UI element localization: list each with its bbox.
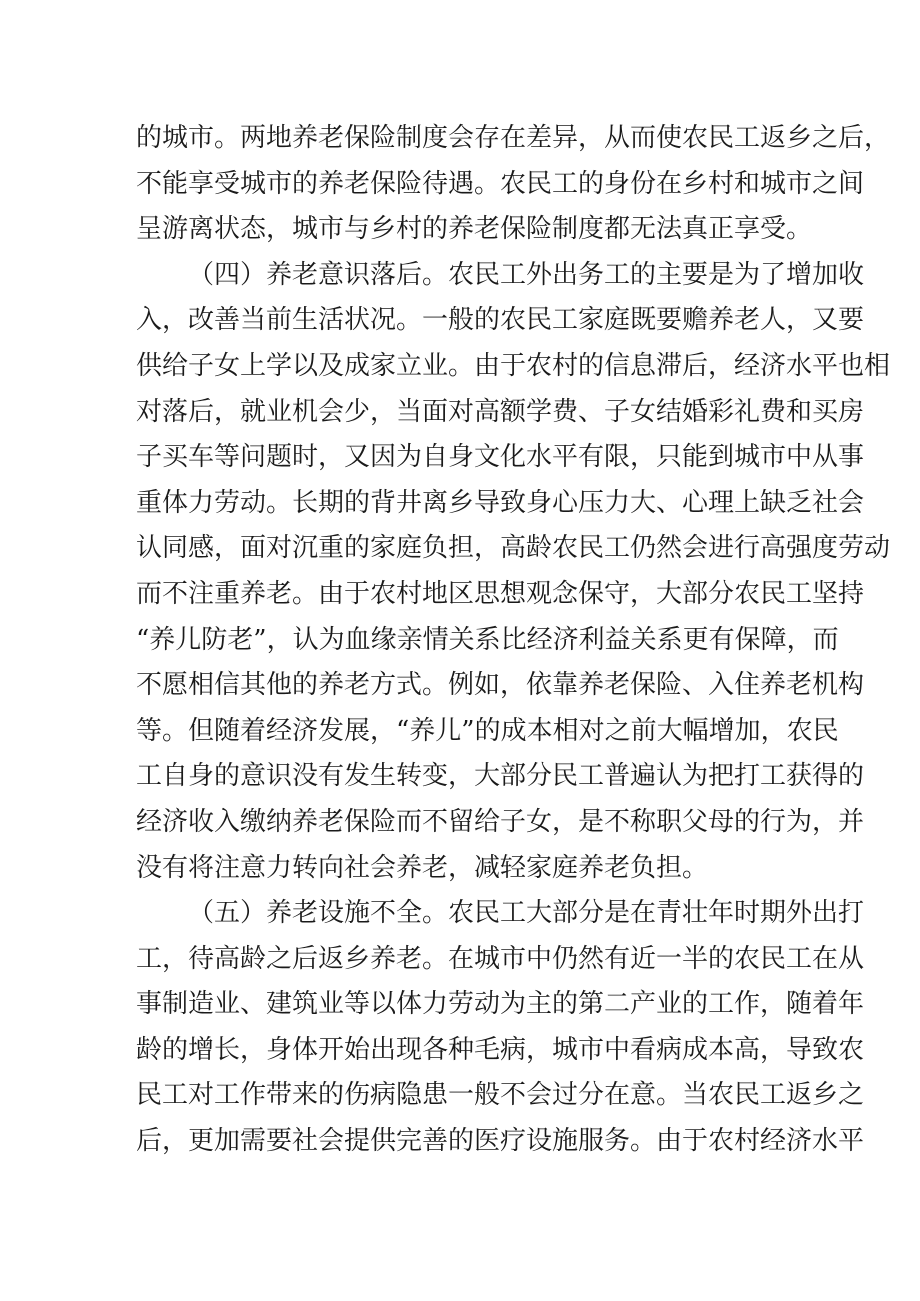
body-text [136,116,891,1165]
text-line: 重体力劳动。长期的背井离乡导致身心压力大、心理上缺乏社会 [136,487,865,518]
text-line: 呈游离状态，城市与乡村的养老保险制度都无法真正享受。 [136,214,813,245]
text-line: 工，待高龄之后返乡养老。在城市中仍然有近一半的农民工在从 [136,943,865,974]
text-line: 工自身的意识没有发生转变，大部分民工普遍认为把打工获得的 [136,761,865,792]
text-line: 不能享受城市的养老保险待遇。农民工的身份在乡村和城市之间 [136,168,865,199]
paragraph [136,116,891,253]
text-line: 经济收入缴纳养老保险而不留给子女，是不称职父母的行为，并 [136,806,865,837]
text-line: 认同感，面对沉重的家庭负担，高龄农民工仍然会进行高强度劳动 [136,533,891,564]
text-line: （五）养老设施不全。农民工大部分是在青壮年时期外出打 [188,898,865,929]
text-line: 入，改善当前生活状况。一般的农民工家庭既要赡养老人，又要 [136,305,865,336]
text-line: 后，更加需要社会提供完善的医疗设施服务。由于农村经济水平 [136,1126,865,1157]
text-line: 供给子女上学以及成家立业。由于农村的信息滞后，经济水平也相 [136,350,891,381]
text-line: 没有将注意力转向社会养老，减轻家庭养老负担。 [136,852,709,883]
text-line: （四）养老意识落后。农民工外出务工的主要是为了增加收 [188,259,865,290]
text-line: 龄的增长，身体开始出现各种毛病，城市中看病成本高，导致农 [136,1034,865,1065]
paragraph [136,891,865,1165]
text-line: 对落后，就业机会少，当面对高额学费、子女结婚彩礼费和买房 [136,396,865,427]
text-line: 子买车等问题时，又因为自身文化水平有限，只能到城市中从事 [136,442,865,473]
text-line: 而不注重养老。由于农村地区思想观念保守，大部分农民工坚持 [136,578,865,609]
text-line: 事制造业、建筑业等以体力劳动为主的第二产业的工作，随着年 [136,989,865,1020]
text-line: 民工对工作带来的伤病隐患一般不会过分在意。当农民工返乡之 [136,1080,865,1111]
text-line: 不愿相信其他的养老方式。例如，依靠养老保险、入住养老机构 [136,670,865,701]
paragraph [136,253,891,891]
text-line: 等。但随着经济发展，“养儿”的成本相对之前大幅增加，农民 [136,715,839,746]
text-line: 的城市。两地养老保险制度会存在差异，从而使农民工返乡之后， [136,123,891,153]
text-line: “养儿防老”，认为血缘亲情关系比经济利益关系更有保障，而 [136,624,839,655]
